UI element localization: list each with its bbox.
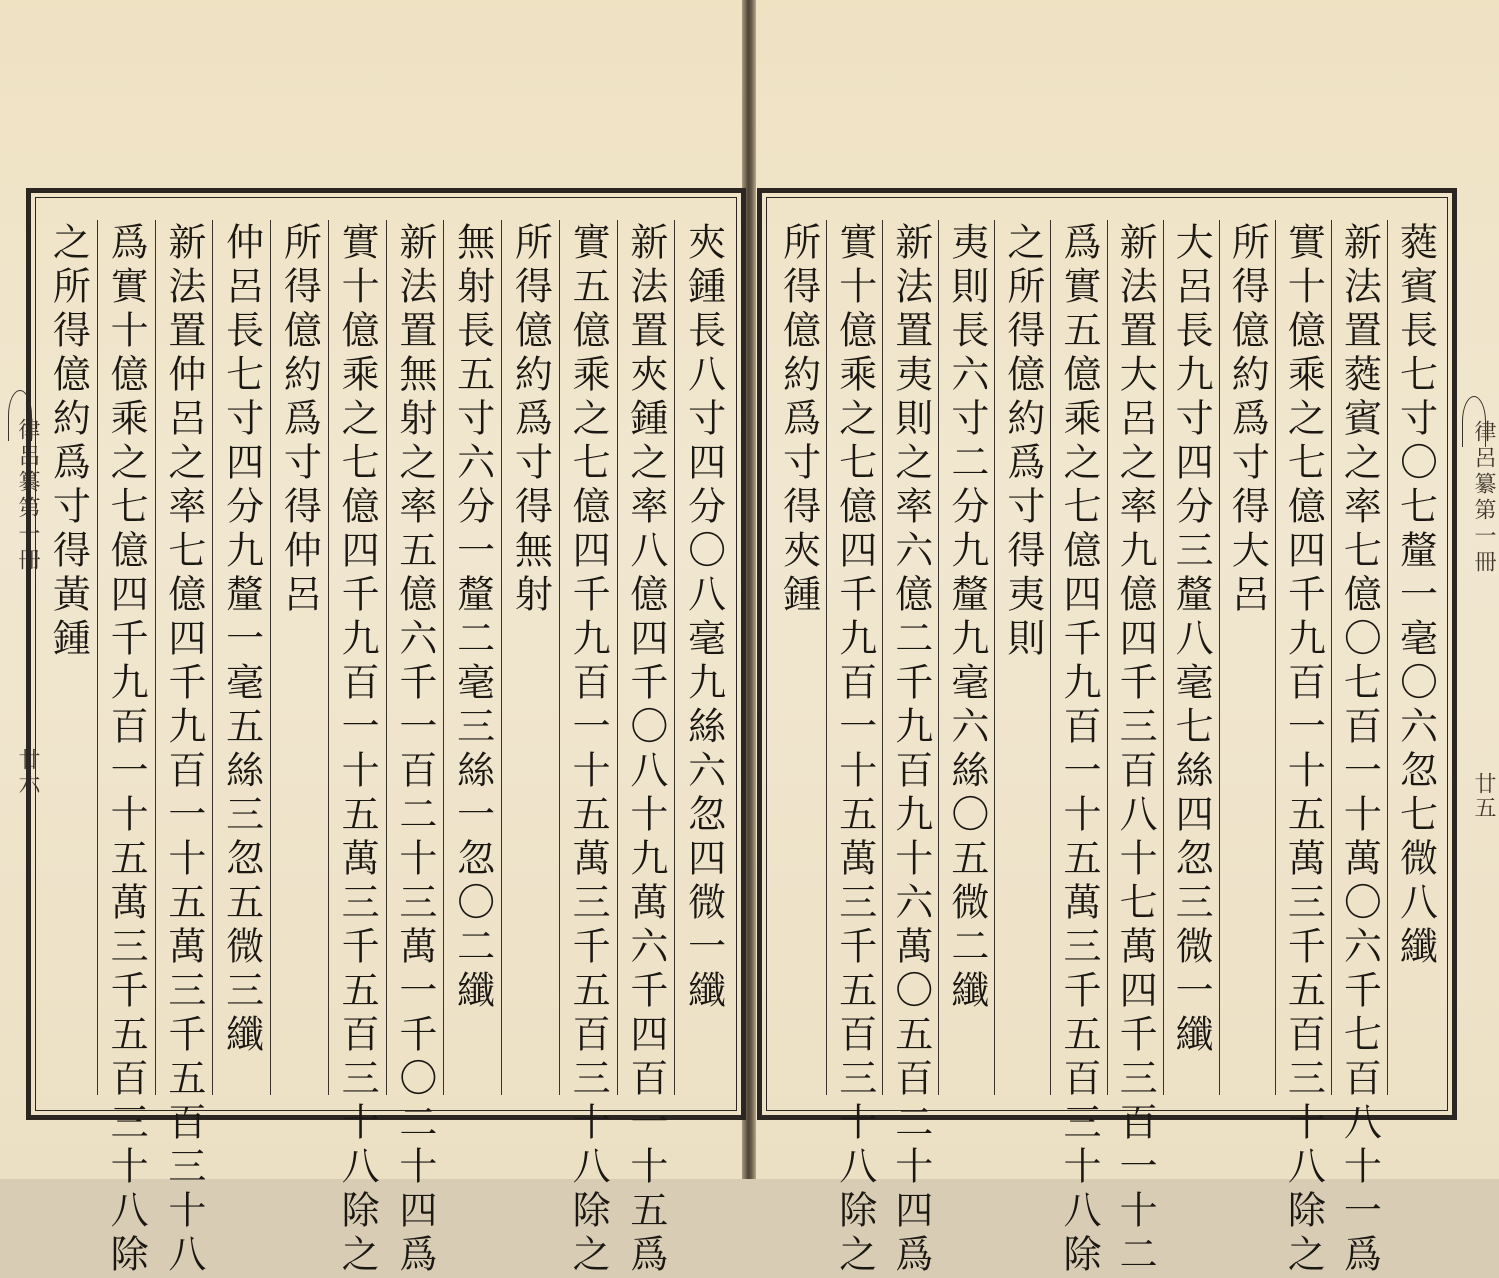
text-column xyxy=(1219,220,1275,1095)
column-text: 無射長五寸六分一釐二毫三絲一忽〇二纖 xyxy=(450,222,495,1014)
text-column xyxy=(270,220,328,1095)
text-column xyxy=(97,220,155,1278)
column-text: 新法置無射之率五億六千一百二十三萬一千〇二十四爲 xyxy=(392,222,437,1278)
right-text-frame xyxy=(757,188,1457,1278)
text-column xyxy=(155,220,213,1278)
text-column xyxy=(617,220,675,1278)
text-column xyxy=(386,220,444,1278)
column-text: 爲實十億乘之七億四千九百一十五萬三千五百三十八除 xyxy=(104,222,149,1278)
left-text-frame xyxy=(26,188,746,1278)
column-text: 所得億約爲寸得大呂 xyxy=(1225,222,1270,618)
text-column xyxy=(1275,220,1331,1278)
column-text: 之所得億約爲寸得夷則 xyxy=(1000,222,1045,662)
left-column-grid xyxy=(40,220,732,1278)
column-text: 所得億約爲寸得夾鍾 xyxy=(776,222,821,618)
text-column xyxy=(938,220,994,1095)
column-text: 所得億約爲寸得仲呂 xyxy=(277,222,322,618)
text-column xyxy=(40,220,97,1095)
column-text: 實十億乘之七億四千九百一十五萬三千五百三十八除之 xyxy=(1281,222,1326,1278)
column-text: 新法置夾鍾之率八億四千〇八十九萬六千四百一十五爲 xyxy=(623,222,668,1278)
text-column xyxy=(771,220,826,1095)
text-column xyxy=(1050,220,1106,1278)
left-folio-number: 廿六 xyxy=(15,748,40,796)
text-column xyxy=(1331,220,1387,1278)
column-text: 蕤賓長七寸〇七釐一毫〇六忽七微八纖 xyxy=(1393,222,1438,970)
column-text: 夾鍾長八寸四分〇八毫九絲六忽四微一纖 xyxy=(681,222,726,1014)
column-text: 爲實五億乘之七億四千九百一十五萬三千五百三十八除 xyxy=(1057,222,1101,1278)
column-text: 實十億乘之七億四千九百一十五萬三千五百三十八除之 xyxy=(832,222,877,1278)
column-text: 新法置仲呂之率七億四千九百一十五萬三千五百三十八 xyxy=(161,222,206,1278)
column-text: 新法置夷則之率六億二千九百九十六萬〇五百二十四爲 xyxy=(888,222,933,1278)
column-text: 所得億約爲寸得無射 xyxy=(508,222,553,618)
left-margin-title: 律呂纂第一冊 xyxy=(15,418,40,574)
text-column xyxy=(559,220,617,1278)
column-text: 夷則長六寸二分九釐九毫六絲〇五微二纖 xyxy=(944,222,989,1014)
right-column-grid xyxy=(771,220,1443,1278)
text-column xyxy=(1163,220,1219,1095)
column-text: 實五億乘之七億四千九百一十五萬三千五百三十八除之 xyxy=(566,222,611,1278)
text-column xyxy=(501,220,559,1095)
text-column xyxy=(882,220,938,1278)
column-text: 仲呂長七寸四分九釐一毫五絲三忽五微三纖 xyxy=(219,222,264,1058)
text-column xyxy=(994,220,1050,1095)
column-text: 之所得億約爲寸得黃鍾 xyxy=(46,222,91,662)
text-column xyxy=(443,220,501,1095)
column-text: 新法置大呂之率九億四千三百八十七萬四千三百一十二 xyxy=(1113,222,1158,1278)
text-column xyxy=(1387,220,1443,1095)
right-margin-title: 律呂纂第一冊 xyxy=(1471,420,1496,576)
column-text: 實十億乘之七億四千九百一十五萬三千五百三十八除之 xyxy=(335,222,380,1278)
text-column xyxy=(674,220,732,1095)
text-column xyxy=(1107,220,1163,1278)
text-column xyxy=(328,220,386,1278)
text-column xyxy=(212,220,270,1095)
text-column xyxy=(826,220,882,1278)
column-text: 新法置蕤賓之率七億〇七百一十萬〇六千七百八十一爲 xyxy=(1337,222,1382,1278)
right-folio-number: 廿五 xyxy=(1471,772,1496,820)
column-text: 大呂長九寸四分三釐八毫七絲四忽三微一纖 xyxy=(1169,222,1214,1058)
